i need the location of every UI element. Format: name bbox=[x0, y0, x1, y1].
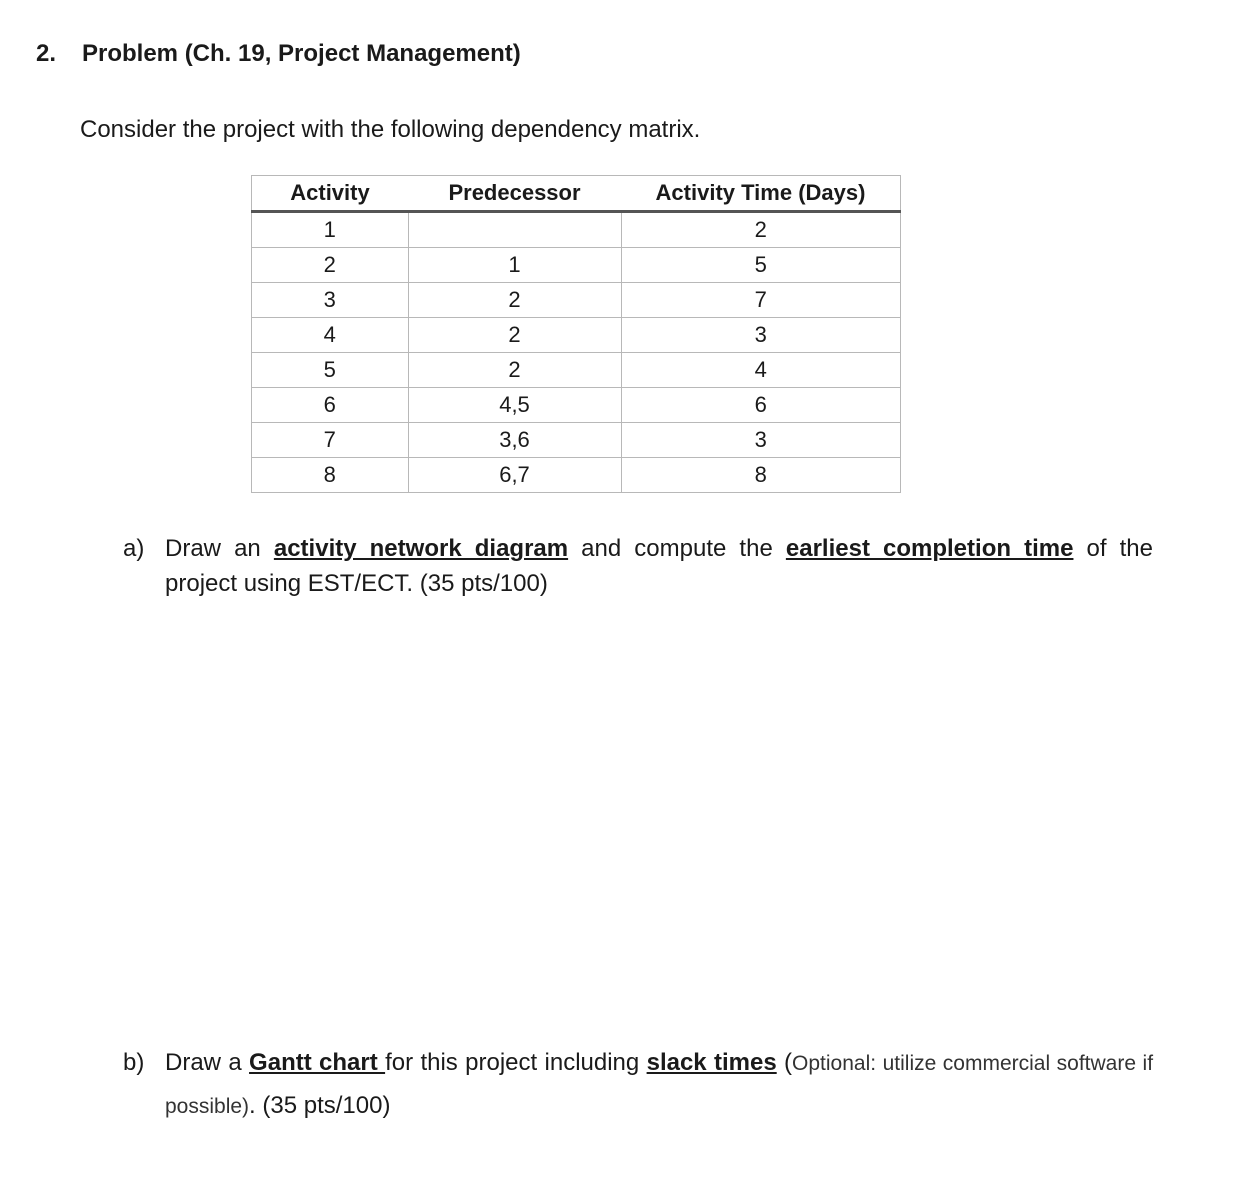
question-a bbox=[0, 531, 1238, 611]
gantt-chart-term: Gantt chart bbox=[249, 1049, 386, 1076]
question-b-text-4: . (35 pts/100) bbox=[249, 1092, 391, 1119]
optional-note: Optional: utilize commercial software if possible) bbox=[165, 1052, 1154, 1118]
header-predecessor: Predecessor bbox=[408, 176, 621, 212]
question-a-text-1: Draw an bbox=[165, 535, 274, 562]
table-row bbox=[252, 423, 901, 458]
cell-predecessor: 4,5 bbox=[408, 388, 621, 423]
question-b bbox=[0, 1042, 1238, 1132]
cell-predecessor: 1 bbox=[408, 248, 621, 283]
header-activity: Activity bbox=[252, 176, 409, 212]
table-row bbox=[252, 388, 901, 423]
cell-predecessor: 2 bbox=[408, 318, 621, 353]
table-row bbox=[252, 212, 901, 248]
table-row bbox=[252, 458, 901, 493]
table-row bbox=[252, 318, 901, 353]
cell-activity: 7 bbox=[252, 423, 409, 458]
cell-time: 2 bbox=[621, 212, 901, 248]
table-row bbox=[252, 353, 901, 388]
question-a-text bbox=[165, 531, 1153, 601]
cell-activity: 8 bbox=[252, 458, 409, 493]
cell-time: 8 bbox=[621, 458, 901, 493]
question-a-text-2: and compute the bbox=[568, 535, 786, 562]
cell-activity: 1 bbox=[252, 212, 409, 248]
cell-predecessor bbox=[408, 212, 621, 248]
cell-predecessor: 2 bbox=[408, 353, 621, 388]
dependency-matrix-table bbox=[251, 175, 901, 493]
table-row bbox=[252, 283, 901, 318]
problem-number: 2. bbox=[36, 40, 57, 67]
cell-time: 5 bbox=[621, 248, 901, 283]
cell-activity: 2 bbox=[252, 248, 409, 283]
question-b-text-1: Draw a bbox=[165, 1049, 250, 1076]
question-a-label: a) bbox=[123, 535, 145, 562]
table-row bbox=[252, 248, 901, 283]
cell-activity: 6 bbox=[252, 388, 409, 423]
earliest-completion-time-term: earliest completion time bbox=[785, 535, 1074, 562]
cell-time: 3 bbox=[621, 318, 901, 353]
cell-predecessor: 6,7 bbox=[408, 458, 621, 493]
cell-predecessor: 2 bbox=[408, 283, 621, 318]
slack-times-term: slack times bbox=[646, 1049, 777, 1076]
cell-activity: 4 bbox=[252, 318, 409, 353]
question-b-label: b) bbox=[123, 1049, 145, 1076]
cell-predecessor: 3,6 bbox=[408, 423, 621, 458]
cell-time: 3 bbox=[621, 423, 901, 458]
activity-network-diagram-term: activity network diagram bbox=[273, 535, 569, 562]
cell-time: 6 bbox=[621, 388, 901, 423]
cell-activity: 3 bbox=[252, 283, 409, 318]
problem-heading bbox=[36, 40, 521, 68]
problem-title: Problem (Ch. 19, Project Management) bbox=[82, 40, 521, 67]
question-a-text-3: of the project using EST/ECT. (35 pts/100) bbox=[165, 535, 1153, 597]
header-activity-time: Activity Time (Days) bbox=[621, 176, 901, 212]
table-header-row bbox=[252, 176, 901, 212]
intro-text: Consider the project with the following dependency matrix. bbox=[80, 116, 701, 143]
question-b-text-2: for this project including bbox=[385, 1049, 647, 1076]
question-b-text bbox=[165, 1042, 1153, 1128]
cell-time: 7 bbox=[621, 283, 901, 318]
question-b-text-3: ( bbox=[776, 1049, 793, 1076]
cell-time: 4 bbox=[621, 353, 901, 388]
cell-activity: 5 bbox=[252, 353, 409, 388]
